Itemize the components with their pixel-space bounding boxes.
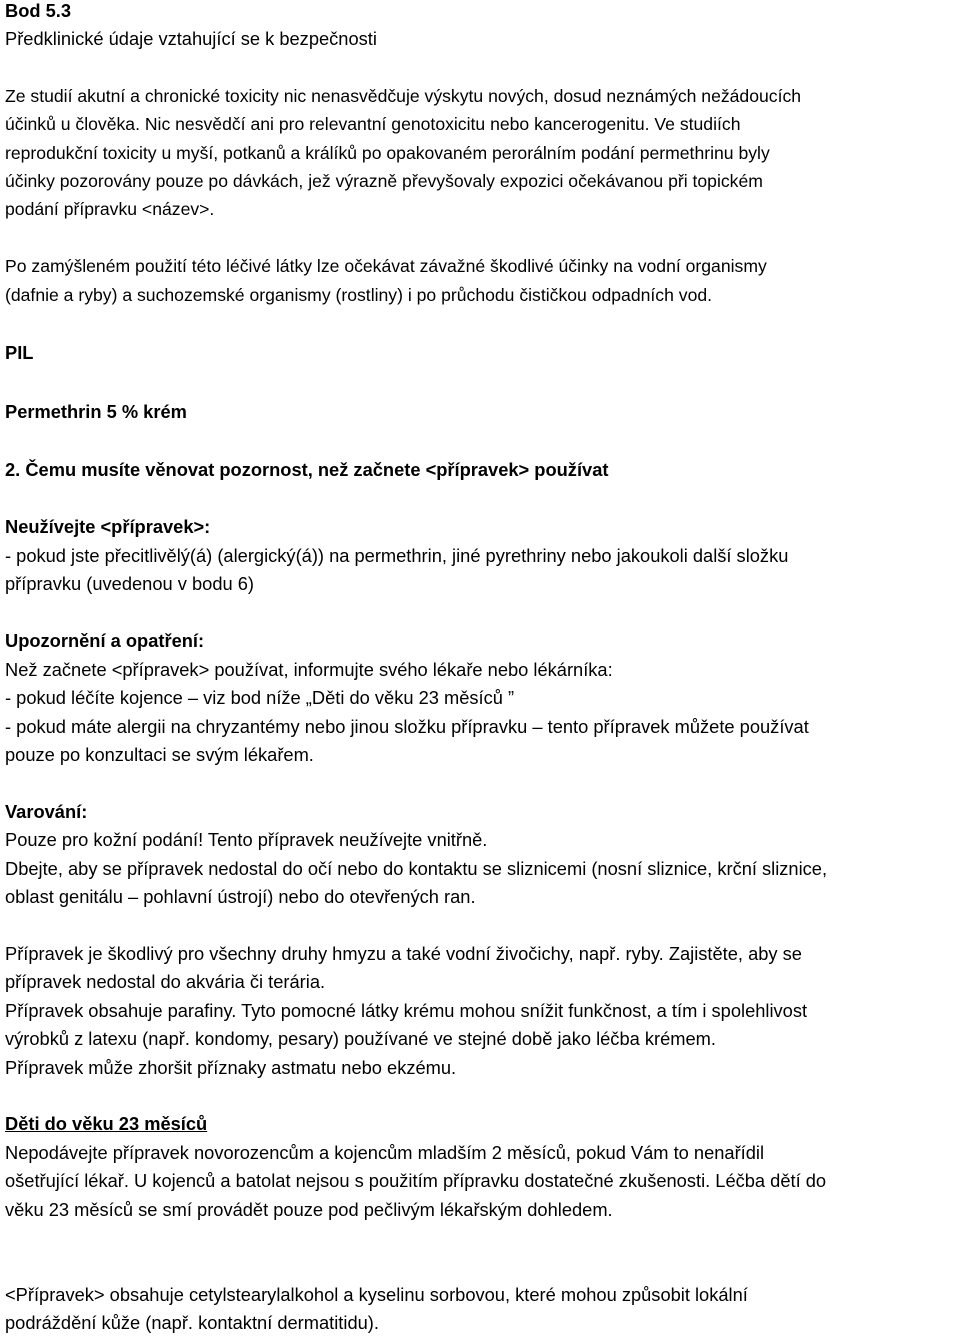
product-title: Permethrin 5 % krém — [5, 401, 187, 422]
paragraph-toxicity-line-5: podání přípravku <název>. — [5, 199, 215, 219]
do-not-use-item-line-2: přípravku (uvedenou v bodu 6) — [5, 573, 254, 594]
warning-line-1: Pouze pro kožní podání! Tento přípravek neužívejte vnitřně. — [5, 829, 488, 850]
paragraph-toxicity-line-1: Ze studií akutní a chronické toxicity nic nenasvědčuje výskytu nových, dosud neznámých nežádoucích — [5, 86, 802, 106]
children-line-3: věku 23 měsíců se smí provádět pouze pod pečlivým lékařským dohledem. — [5, 1199, 613, 1220]
paragraph-toxicity-line-4: účinky pozorovány pouze po dávkách, jež výrazně převyšovaly expozici očekávanou při topickém — [5, 171, 763, 191]
warning-line-2: Dbejte, aby se přípravek nedostal do očí nebo do kontaktu se sliznicemi (nosní sliznice, krční sliznice, — [5, 858, 828, 879]
paraffin-note-line-2: výrobků z latexu (např. kondomy, pesary) používané ve stejné době jako léčba krémem. — [5, 1028, 716, 1049]
paraffin-note-line-1: Přípravek obsahuje parafiny. Tyto pomocné látky krému mohou snížit funkčnost, a tím i spolehlivost — [5, 1000, 808, 1021]
paragraph-environment-line-1: Po zamýšleném použití této léčivé látky lze očekávat závažné škodlivé účinky na vodní organismy — [5, 256, 767, 276]
children-line-1: Nepodávejte přípravek novorozencům a kojencům mladším 2 měsíců, pokud Vám to nenařídil — [5, 1142, 765, 1163]
children-line-2: ošetřující lékař. U kojenců a batolat nejsou s použitím přípravku dostatečné zkušenosti. Léčba dětí do — [5, 1170, 827, 1191]
warning-line-3: oblast genitálu – pohlavní ústrojí) nebo do otevřených ran. — [5, 886, 476, 907]
do-not-use-heading: Neužívejte <přípravek>: — [5, 516, 211, 537]
warning-heading: Varování: — [5, 801, 88, 822]
section-heading-bod-5-3: Bod 5.3 — [5, 0, 72, 21]
warnings-precautions-intro: Než začnete <přípravek> používat, informujte svého lékaře nebo lékárníka: — [5, 659, 613, 680]
warnings-precautions-heading: Upozornění a opatření: — [5, 630, 205, 651]
paragraph-toxicity-line-2: účinků u člověka. Nic nesvědčí ani pro relevantní genotoxicitu nebo kancerogenitu. Ve studiích — [5, 114, 741, 134]
warnings-precautions-item-1: - pokud léčíte kojence – viz bod níže „Děti do věku 23 měsíců ” — [5, 687, 515, 708]
children-heading: Děti do věku 23 měsíců — [5, 1113, 208, 1134]
asthma-note: Přípravek může zhoršit příznaky astmatu nebo ekzému. — [5, 1057, 457, 1078]
warnings-precautions-item-2-line-2: pouze po konzultaci se svým lékařem. — [5, 744, 314, 765]
do-not-use-item-line-1: - pokud jste přecitlivělý(á) (alergický(á)) na permethrin, jiné pyrethriny nebo jakoukoli další složku — [5, 545, 789, 566]
section-subtitle: Předklinické údaje vztahující se k bezpečnosti — [5, 28, 377, 49]
pil-heading: PIL — [5, 342, 34, 363]
paragraph-toxicity-line-3: reprodukční toxicity u myší, potkanů a králíků po opakovaném perorálním podání permethrinu byly — [5, 143, 770, 163]
insect-warning-line-2: přípravek nedostal do akvária či terária. — [5, 971, 326, 992]
warnings-precautions-item-2-line-1: - pokud máte alergii na chryzantémy nebo jinou složku přípravku – tento přípravek můžete používat — [5, 716, 809, 737]
section-2-heading: 2. Čemu musíte věnovat pozornost, než začnete <přípravek> používat — [5, 459, 609, 480]
excipients-line-2: podráždění kůže (např. kontaktní dermatitidu). — [5, 1312, 379, 1333]
paragraph-environment-line-2: (dafnie a ryby) a suchozemské organismy (rostliny) i po průchodu čističkou odpadních vod. — [5, 285, 713, 305]
excipients-line-1: <Přípravek> obsahuje cetylstearylalkohol a kyselinu sorbovou, které mohou způsobit lokální — [5, 1284, 748, 1305]
insect-warning-line-1: Přípravek je škodlivý pro všechny druhy hmyzu a také vodní živočichy, např. ryby. Zajistěte, aby se — [5, 943, 802, 964]
